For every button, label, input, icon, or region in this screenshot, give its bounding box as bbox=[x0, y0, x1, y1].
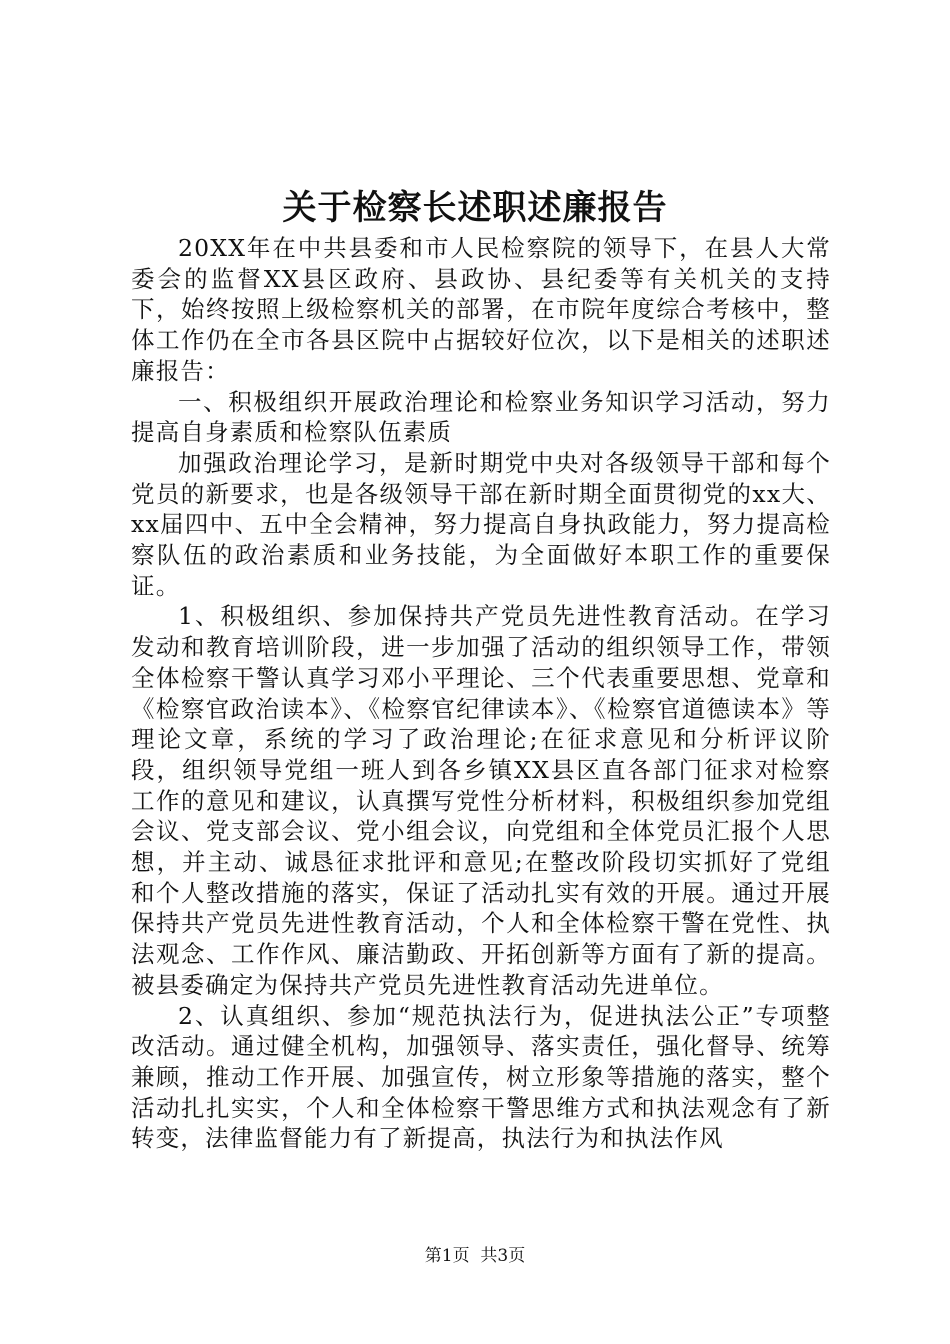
document-title: 关于检察长述职述廉报告 bbox=[282, 188, 668, 228]
paragraph-theory-study: 加强政治理论学习，是新时期党中央对各级领导干部和每个党员的新要求，也是各级领导干部在新时期全面贯彻党的xx大、xx届四中、五中全会精神，努力提高自身执政能力，努力提高检察队伍的政治素质和业务技能，为全面做好本职工作的重要保证。 bbox=[131, 448, 831, 600]
document-body bbox=[131, 233, 831, 1154]
paragraph-item-1: 1、积极组织、参加保持共产党员先进性教育活动。在学习发动和教育培训阶段，进一步加强了活动的组织领导工作，带领全体检察干警认真学习邓小平理论、三个代表重要思想、党章和《检察官政治读本》、《检察官纪律读本》、《检察官道德读本》等理论文章，系统的学习了政治理论;在征求意见和分析评议阶段，组织领导党组一班人到各乡镇XX县区直各部门征求对检察工作的意见和建议，认真撰写党性分析材料，积极组织参加党组会议、党支部会议、党小组会议，向党组和全体党员汇报个人思想，并主动、诚恳征求批评和意见;在整改阶段切实抓好了党组和个人整改措施的落实，保证了活动扎实有效的开展。通过开展保持共产党员先进性教育活动，个人和全体检察干警在党性、执法观念、工作作风、廉洁勤政、开拓创新等方面有了新的提高。被县委确定为保持共产党员先进性教育活动先进单位。 bbox=[131, 602, 831, 999]
page-footer bbox=[0, 1244, 950, 1268]
paragraph-item-2: 2、认真组织、参加“规范执法行为，促进执法公正”专项整改活动。通过健全机构，加强领导、落实责任，强化督导、统筹兼顾，推动工作开展、加强宣传，树立形象等措施的落实，整个活动扎扎实实，个人和全体检察干警思维方式和执法观念有了新转变，法律监督能力有了新提高，执法行为和执法作风 bbox=[131, 1001, 831, 1153]
paragraph-section-heading: 一、积极组织开展政治理论和检察业务知识学习活动，努力提高自身素质和检察队伍素质 bbox=[131, 387, 831, 447]
page-number: 第1页 共3页 bbox=[424, 1246, 526, 1266]
paragraph-intro: 20XX年在中共县委和市人民检察院的领导下，在县人大常委会的监督XX县区政府、县政协、县纪委等有关机关的支持下，始终按照上级检察机关的部署，在市院年度综合考核中，整体工作仍在全市各县区院中占据较好位次，以下是相关的述职述廉报告： bbox=[131, 234, 831, 385]
